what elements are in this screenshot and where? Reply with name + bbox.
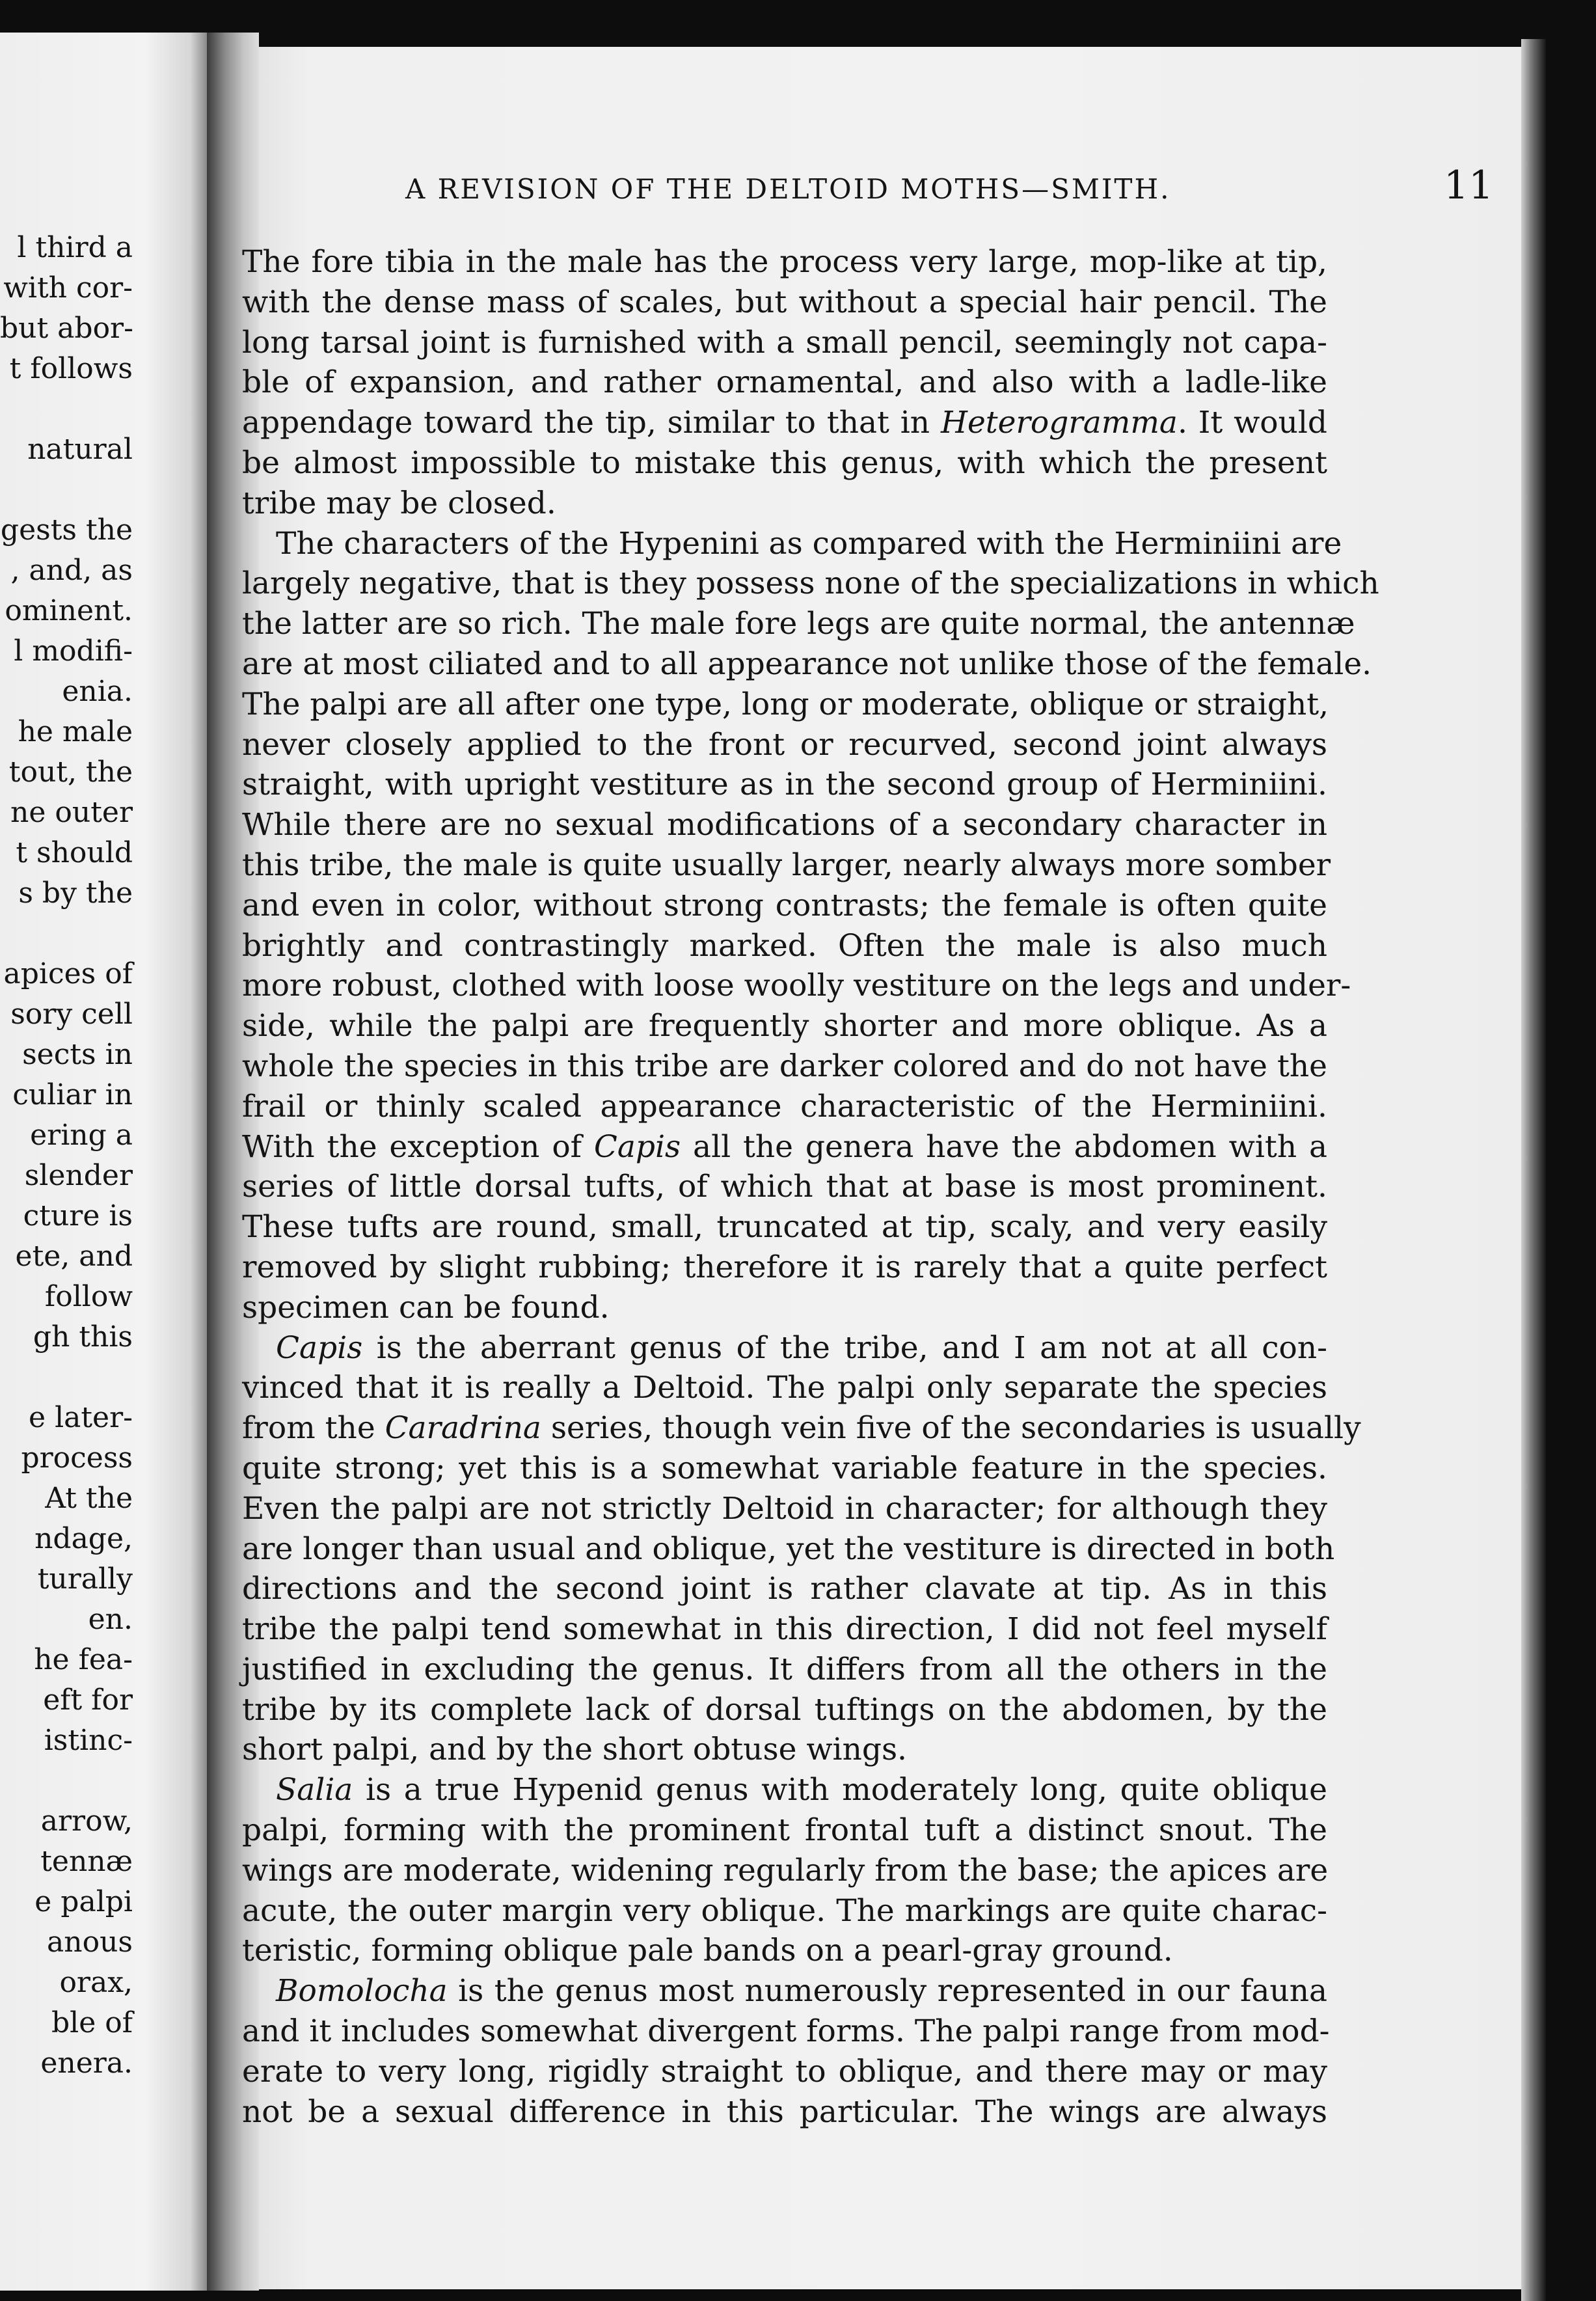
- text-segment: While there are no sexual modifications of a secondary character in: [242, 807, 1327, 843]
- text-line: [242, 1650, 1327, 1690]
- text-segment: not be a sexual difference in this particular. The wings are always: [242, 2093, 1327, 2130]
- text-line: [242, 886, 1327, 926]
- text-line: [242, 1368, 1327, 1408]
- text-line: [242, 524, 1342, 564]
- text-segment: justified in excluding the genus. It differs from all the others in the: [242, 1651, 1327, 1687]
- text-segment: never closely applied to the front or recurved, second joint always: [242, 726, 1327, 763]
- facing-page-line: e palpi: [34, 1885, 133, 1918]
- text-line: [242, 805, 1327, 845]
- facing-page-line: slender: [24, 1159, 133, 1192]
- text-line: [242, 966, 1351, 1006]
- text-segment: The characters of the Hypenini as compared with the Herminiini are: [276, 525, 1342, 562]
- facing-page-line: l third a: [17, 231, 133, 264]
- text-segment: is the genus most numerously represented in our fauna: [447, 1973, 1327, 2009]
- text-segment: ble of expansion, and rather ornamental, and also with a ladle-like: [242, 364, 1327, 401]
- facing-page-line: en.: [88, 1603, 133, 1636]
- text-segment: all the genera have the abdomen with a: [681, 1128, 1328, 1165]
- facing-page-line: anous: [47, 1926, 133, 1959]
- text-segment: brightly and contrastingly marked. Often the male is also much: [242, 927, 1327, 964]
- text-line: [242, 1408, 1361, 1449]
- facing-page-fragment: [0, 33, 207, 2291]
- text-segment: be almost impossible to mistake this genus, with which the present: [242, 444, 1327, 481]
- facing-page-line: follow: [44, 1280, 133, 1313]
- facing-page-line: ble of: [51, 2006, 133, 2039]
- text-line: [242, 1971, 1327, 2011]
- text-segment: and even in color, without strong contrasts; the female is often quite: [242, 887, 1327, 923]
- text-segment: and it includes somewhat divergent forms. The palpi range from mod-: [242, 2013, 1330, 2050]
- text-line: [242, 604, 1355, 644]
- facing-page-line: [0, 1761, 200, 1801]
- text-line: [242, 1046, 1327, 1087]
- text-segment: . It would: [1177, 405, 1327, 441]
- running-title: A REVISION OF THE DELTOID MOTHS—SMITH.: [405, 173, 1171, 205]
- facing-page-line: [0, 470, 200, 510]
- text-segment: the latter are so rich. The male fore legs are quite normal, the antennæ: [242, 606, 1355, 642]
- text-line: [242, 1609, 1327, 1650]
- text-line: [242, 1690, 1327, 1730]
- facing-page-line: process: [21, 1441, 133, 1475]
- text-line: [242, 2052, 1327, 2092]
- text-segment: this tribe, the male is quite usually larger, nearly always more somber: [242, 847, 1331, 883]
- text-line: [242, 1167, 1327, 1207]
- text-segment: Even the palpi are not strictly Deltoid in character; for although they: [242, 1490, 1327, 1527]
- page-edge: [1521, 39, 1546, 2301]
- italic-term: Bomolocha: [276, 1973, 448, 2009]
- text-line: [242, 242, 1327, 282]
- text-line: [242, 685, 1327, 725]
- text-segment: wings are moderate, widening regularly from the base; the apices are: [242, 1852, 1329, 1888]
- facing-page-line: enera.: [40, 2047, 133, 2080]
- text-line: [242, 644, 1372, 685]
- facing-page-line: ndage,: [34, 1522, 133, 1555]
- text-line: [242, 2092, 1327, 2132]
- text-line: [242, 1851, 1327, 1891]
- text-line: [242, 443, 1327, 483]
- text-segment: acute, the outer margin very oblique. The markings are quite charac-: [242, 1892, 1327, 1929]
- text-segment: frail or thinly scaled appearance characteristic of the Herminiini.: [242, 1088, 1327, 1124]
- text-line: [242, 926, 1327, 966]
- text-line: [242, 1810, 1327, 1851]
- facing-page-line: ete, and: [15, 1240, 133, 1273]
- facing-page-line: ne outer: [10, 796, 133, 829]
- text-segment: from the: [242, 1410, 385, 1447]
- facing-page-line: eft for: [43, 1683, 133, 1717]
- text-segment: directions and the second joint is rather clavate at tip. As in this: [242, 1571, 1327, 1607]
- text-segment: removed by slight rubbing; therefore it is rarely that a quite perfect: [242, 1249, 1327, 1285]
- text-segment: tribe by its complete lack of dorsal tuftings on the abdomen, by the: [242, 1691, 1327, 1728]
- text-segment: appendage toward the tip, similar to that in: [242, 405, 941, 441]
- text-segment: erate to very long, rigidly straight to oblique, and there may or may: [242, 2053, 1327, 2090]
- facing-page-line: gests the: [0, 513, 133, 547]
- facing-page-line: e later-: [29, 1401, 133, 1434]
- text-segment: short palpi, and by the short obtuse wings.: [242, 1732, 907, 1768]
- text-line: [242, 1730, 1327, 1770]
- facing-page-line: ering a: [30, 1119, 133, 1152]
- facing-page-line: [0, 914, 200, 954]
- facing-page-line: turally: [37, 1562, 133, 1596]
- text-line: [242, 483, 1327, 524]
- facing-page-line: , and, as: [10, 554, 133, 587]
- text-line: [242, 1328, 1327, 1368]
- book-page: [242, 47, 1521, 2289]
- text-segment: These tufts are round, small, truncated at tip, scaly, and very easily: [242, 1209, 1327, 1246]
- facing-page-line: cture is: [23, 1199, 133, 1232]
- text-line: [242, 725, 1327, 765]
- text-line: [242, 1288, 1327, 1328]
- text-line: [242, 323, 1327, 363]
- text-line: [242, 845, 1331, 886]
- facing-page-line: orax,: [59, 1966, 133, 1999]
- text-line: [242, 1006, 1327, 1046]
- text-segment: are at most ciliated and to all appearance not unlike those of the female.: [242, 646, 1372, 682]
- facing-page-line: with cor-: [3, 271, 133, 305]
- facing-page-line: enia.: [62, 675, 133, 708]
- text-segment: are longer than usual and oblique, yet the vestiture is directed in both: [242, 1531, 1335, 1567]
- text-segment: straight, with upright vestiture as in the second group of Herminiini.: [242, 767, 1327, 803]
- facing-page-line: istinc-: [44, 1724, 133, 1757]
- text-line: [242, 1489, 1327, 1529]
- facing-page-line: ominent.: [5, 594, 133, 627]
- text-line: [242, 1770, 1327, 1810]
- facing-page-line: gh this: [33, 1320, 133, 1354]
- text-segment: whole the species in this tribe are darker colored and do not have the: [242, 1048, 1327, 1084]
- facing-page-line: culiar in: [12, 1078, 133, 1111]
- facing-page-line: arrow,: [40, 1804, 133, 1838]
- text-segment: With the exception of: [242, 1128, 594, 1165]
- text-line: [242, 1569, 1327, 1609]
- facing-page-line: t should: [16, 836, 133, 869]
- italic-term: Heterogramma: [940, 405, 1178, 441]
- text-segment: more robust, clothed with loose woolly vestiture on the legs and under-: [242, 968, 1351, 1004]
- text-line: [242, 765, 1327, 805]
- text-line: [242, 1247, 1327, 1288]
- text-segment: is the aberrant genus of the tribe, and I am not at all con-: [362, 1329, 1327, 1366]
- facing-page-line: l modifi-: [14, 634, 133, 668]
- facing-page-line: tout, the: [8, 756, 133, 789]
- text-segment: vinced that it is really a Deltoid. The palpi only separate the species: [242, 1370, 1327, 1406]
- text-line: [242, 282, 1327, 323]
- text-segment: quite strong; yet this is a somewhat variable feature in the species.: [242, 1450, 1327, 1486]
- italic-term: Salia: [276, 1772, 353, 1808]
- text-segment: series, though vein five of the secondaries is usually: [541, 1410, 1361, 1447]
- text-segment: with the dense mass of scales, but without a special hair pencil. The: [242, 284, 1327, 320]
- facing-page-line: At the: [45, 1482, 133, 1515]
- facing-page-line: tennæ: [40, 1845, 133, 1878]
- text-segment: teristic, forming oblique pale bands on a pearl-gray ground.: [242, 1933, 1173, 1969]
- text-segment: The fore tibia in the male has the process very large, mop-like at tip,: [242, 244, 1327, 280]
- text-segment: tribe the palpi tend somewhat in this direction, I did not feel myself: [242, 1611, 1327, 1648]
- text-line: [242, 1931, 1327, 1971]
- facing-page-line: he male: [18, 715, 133, 748]
- facing-page-line: t follows: [9, 352, 133, 385]
- facing-page-line: sects in: [22, 1038, 133, 1071]
- text-segment: tribe may be closed.: [242, 485, 556, 521]
- italic-term: Caradrina: [385, 1410, 541, 1447]
- text-segment: side, while the palpi are frequently shorter and more oblique. As a: [242, 1008, 1327, 1044]
- italic-term: Capis: [276, 1329, 363, 1366]
- facing-page-line: [0, 389, 200, 429]
- facing-page-line: sory cell: [10, 998, 133, 1031]
- facing-page-text: [0, 228, 200, 2084]
- text-block: [242, 242, 1379, 2132]
- text-line: [242, 1087, 1327, 1127]
- facing-page-line: natural: [27, 433, 133, 466]
- text-segment: series of little dorsal tufts, of which that at base is most prominent.: [242, 1169, 1327, 1205]
- facing-page-line: he fea-: [34, 1643, 133, 1676]
- facing-page-line: apices of: [3, 957, 133, 990]
- text-segment: The palpi are all after one type, long or moderate, oblique or straight,: [242, 686, 1329, 722]
- facing-page-line: but abor-: [0, 312, 133, 345]
- text-line: [242, 2011, 1330, 2052]
- text-line: [242, 1207, 1327, 1247]
- facing-page-line: [0, 1357, 200, 1398]
- text-segment: palpi, forming with the prominent frontal tuft a distinct snout. The: [242, 1812, 1327, 1849]
- text-line: [242, 1127, 1327, 1167]
- text-segment: long tarsal joint is furnished with a small pencil, seemingly not capa-: [242, 324, 1327, 361]
- text-segment: is a true Hypenid genus with moderately long, quite oblique: [353, 1772, 1327, 1808]
- text-line: [242, 564, 1379, 604]
- text-line: [242, 403, 1327, 443]
- italic-term: Capis: [593, 1128, 681, 1165]
- text-line: [242, 1449, 1327, 1489]
- page-number: 11: [1444, 163, 1494, 208]
- text-line: [242, 1529, 1335, 1570]
- text-segment: largely negative, that is they possess none of the specializations in which: [242, 565, 1379, 602]
- text-line: [242, 1891, 1327, 1931]
- facing-page-line: s by the: [18, 877, 133, 910]
- text-line: [242, 362, 1327, 403]
- text-segment: specimen can be found.: [242, 1289, 610, 1326]
